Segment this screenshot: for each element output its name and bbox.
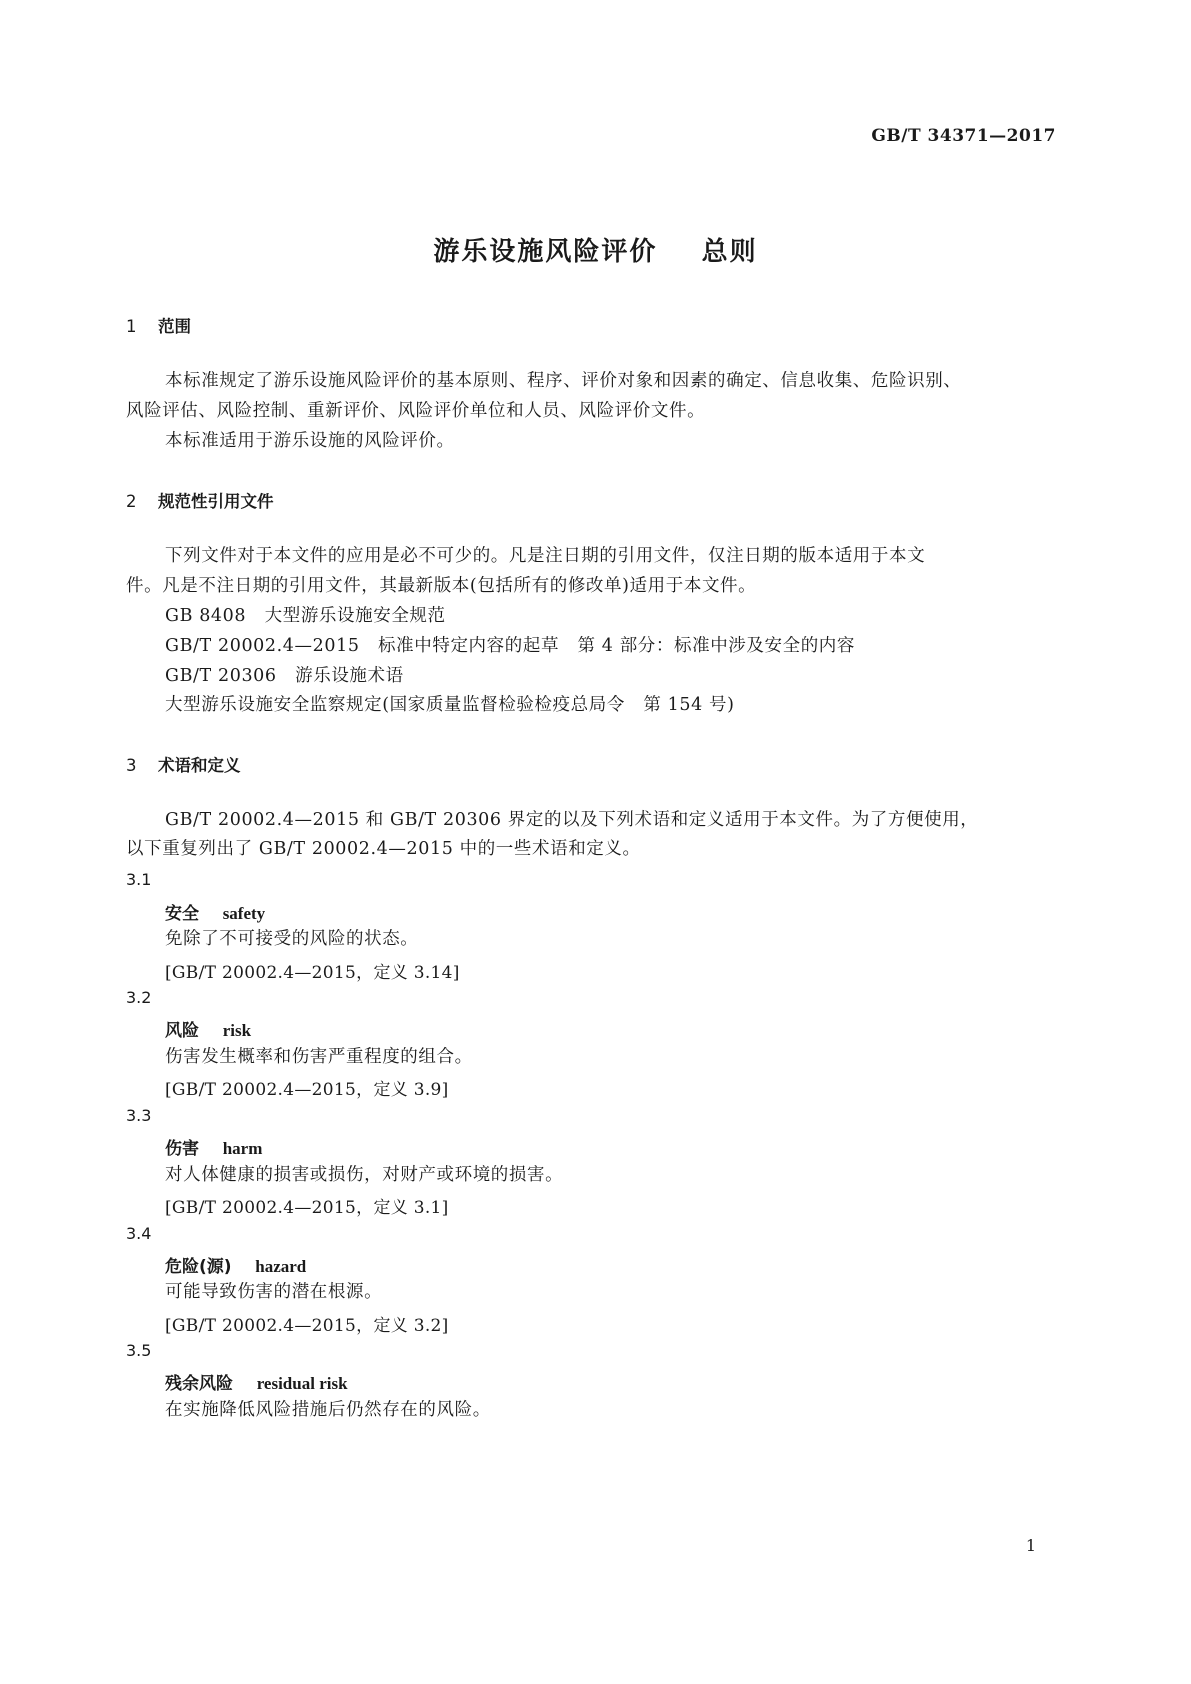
term-heading	[165, 1369, 348, 1394]
section-title: 规范性引用文件	[158, 492, 274, 511]
term-definition: 在实施降低风险措施后仍然存在的风险。	[165, 1400, 491, 1420]
paragraph-line: 件。凡是不注日期的引用文件，其最新版本(包括所有的修改单)适用于本文件。	[126, 576, 757, 596]
section-heading	[126, 313, 191, 337]
section-number: 3	[126, 756, 137, 775]
term-en: hazard	[255, 1257, 307, 1276]
reference-item: GB/T 20002.4—2015 标准中特定内容的起草 第 4 部分：标准中涉及安全的内容	[165, 636, 856, 656]
term-en: harm	[222, 1139, 263, 1158]
term-zh: 伤害	[165, 1139, 199, 1159]
paragraph-line: 风险评估、风险控制、重新评价、风险评价单位和人员、风险评价文件。	[126, 401, 706, 421]
clause-number: 3.1	[126, 870, 152, 889]
term-source: [GB/T 20002.4—2015，定义 3.9]	[165, 1080, 449, 1100]
paragraph-line: GB/T 20002.4—2015 和 GB/T 20306 界定的以及下列术语和定义适用于本文件。为了方便使用，	[165, 810, 979, 830]
term-source: [GB/T 20002.4—2015，定义 3.1]	[165, 1198, 449, 1218]
term-zh: 残余风险	[165, 1374, 233, 1394]
section-heading	[126, 752, 241, 776]
reference-item: GB/T 20306 游乐设施术语	[165, 666, 404, 686]
section-number: 1	[126, 317, 137, 336]
term-zh: 风险	[165, 1021, 199, 1041]
section-title: 范围	[158, 317, 191, 336]
term-en: residual risk	[256, 1374, 348, 1393]
document-title: 游乐设施风险评价 总则	[433, 237, 758, 267]
term-definition: 可能导致伤害的潜在根源。	[165, 1282, 383, 1302]
clause-number: 3.5	[126, 1341, 152, 1360]
term-definition: 对人体健康的损害或损伤，对财产或环境的损害。	[165, 1165, 564, 1185]
term-source: [GB/T 20002.4—2015，定义 3.14]	[165, 963, 460, 983]
term-heading	[165, 1016, 251, 1041]
paragraph-line: 本标准规定了游乐设施风险评价的基本原则、程序、评价对象和因素的确定、信息收集、危险识别、	[165, 371, 962, 391]
term-definition: 免除了不可接受的风险的状态。	[165, 929, 419, 949]
term-en: safety	[222, 904, 266, 923]
page-number: 1	[1025, 1536, 1036, 1555]
section-heading	[126, 488, 274, 512]
clause-number: 3.4	[126, 1224, 152, 1243]
paragraph-line: 本标准适用于游乐设施的风险评价。	[165, 431, 455, 451]
term-heading	[165, 1252, 306, 1277]
paragraph-line: 下列文件对于本文件的应用是必不可少的。凡是注日期的引用文件，仅注日期的版本适用于本文	[165, 546, 926, 566]
section-number: 2	[126, 492, 137, 511]
term-heading	[165, 1134, 262, 1159]
reference-item: GB 8408 大型游乐设施安全规范	[165, 606, 446, 626]
term-source: [GB/T 20002.4—2015，定义 3.2]	[165, 1316, 449, 1336]
term-zh: 安全	[165, 904, 199, 924]
term-definition: 伤害发生概率和伤害严重程度的组合。	[165, 1047, 473, 1067]
section-title: 术语和定义	[158, 756, 241, 775]
term-zh: 危险(源)	[165, 1257, 232, 1277]
reference-item: 大型游乐设施安全监察规定(国家质量监督检验检疫总局令 第 154 号)	[165, 695, 735, 715]
clause-number: 3.3	[126, 1106, 152, 1125]
paragraph-line: 以下重复列出了 GB/T 20002.4—2015 中的一些术语和定义。	[126, 839, 641, 859]
standard-number: GB/T 34371—2017	[871, 126, 1056, 146]
clause-number: 3.2	[126, 988, 152, 1007]
term-en: risk	[222, 1021, 252, 1040]
term-heading	[165, 899, 265, 924]
